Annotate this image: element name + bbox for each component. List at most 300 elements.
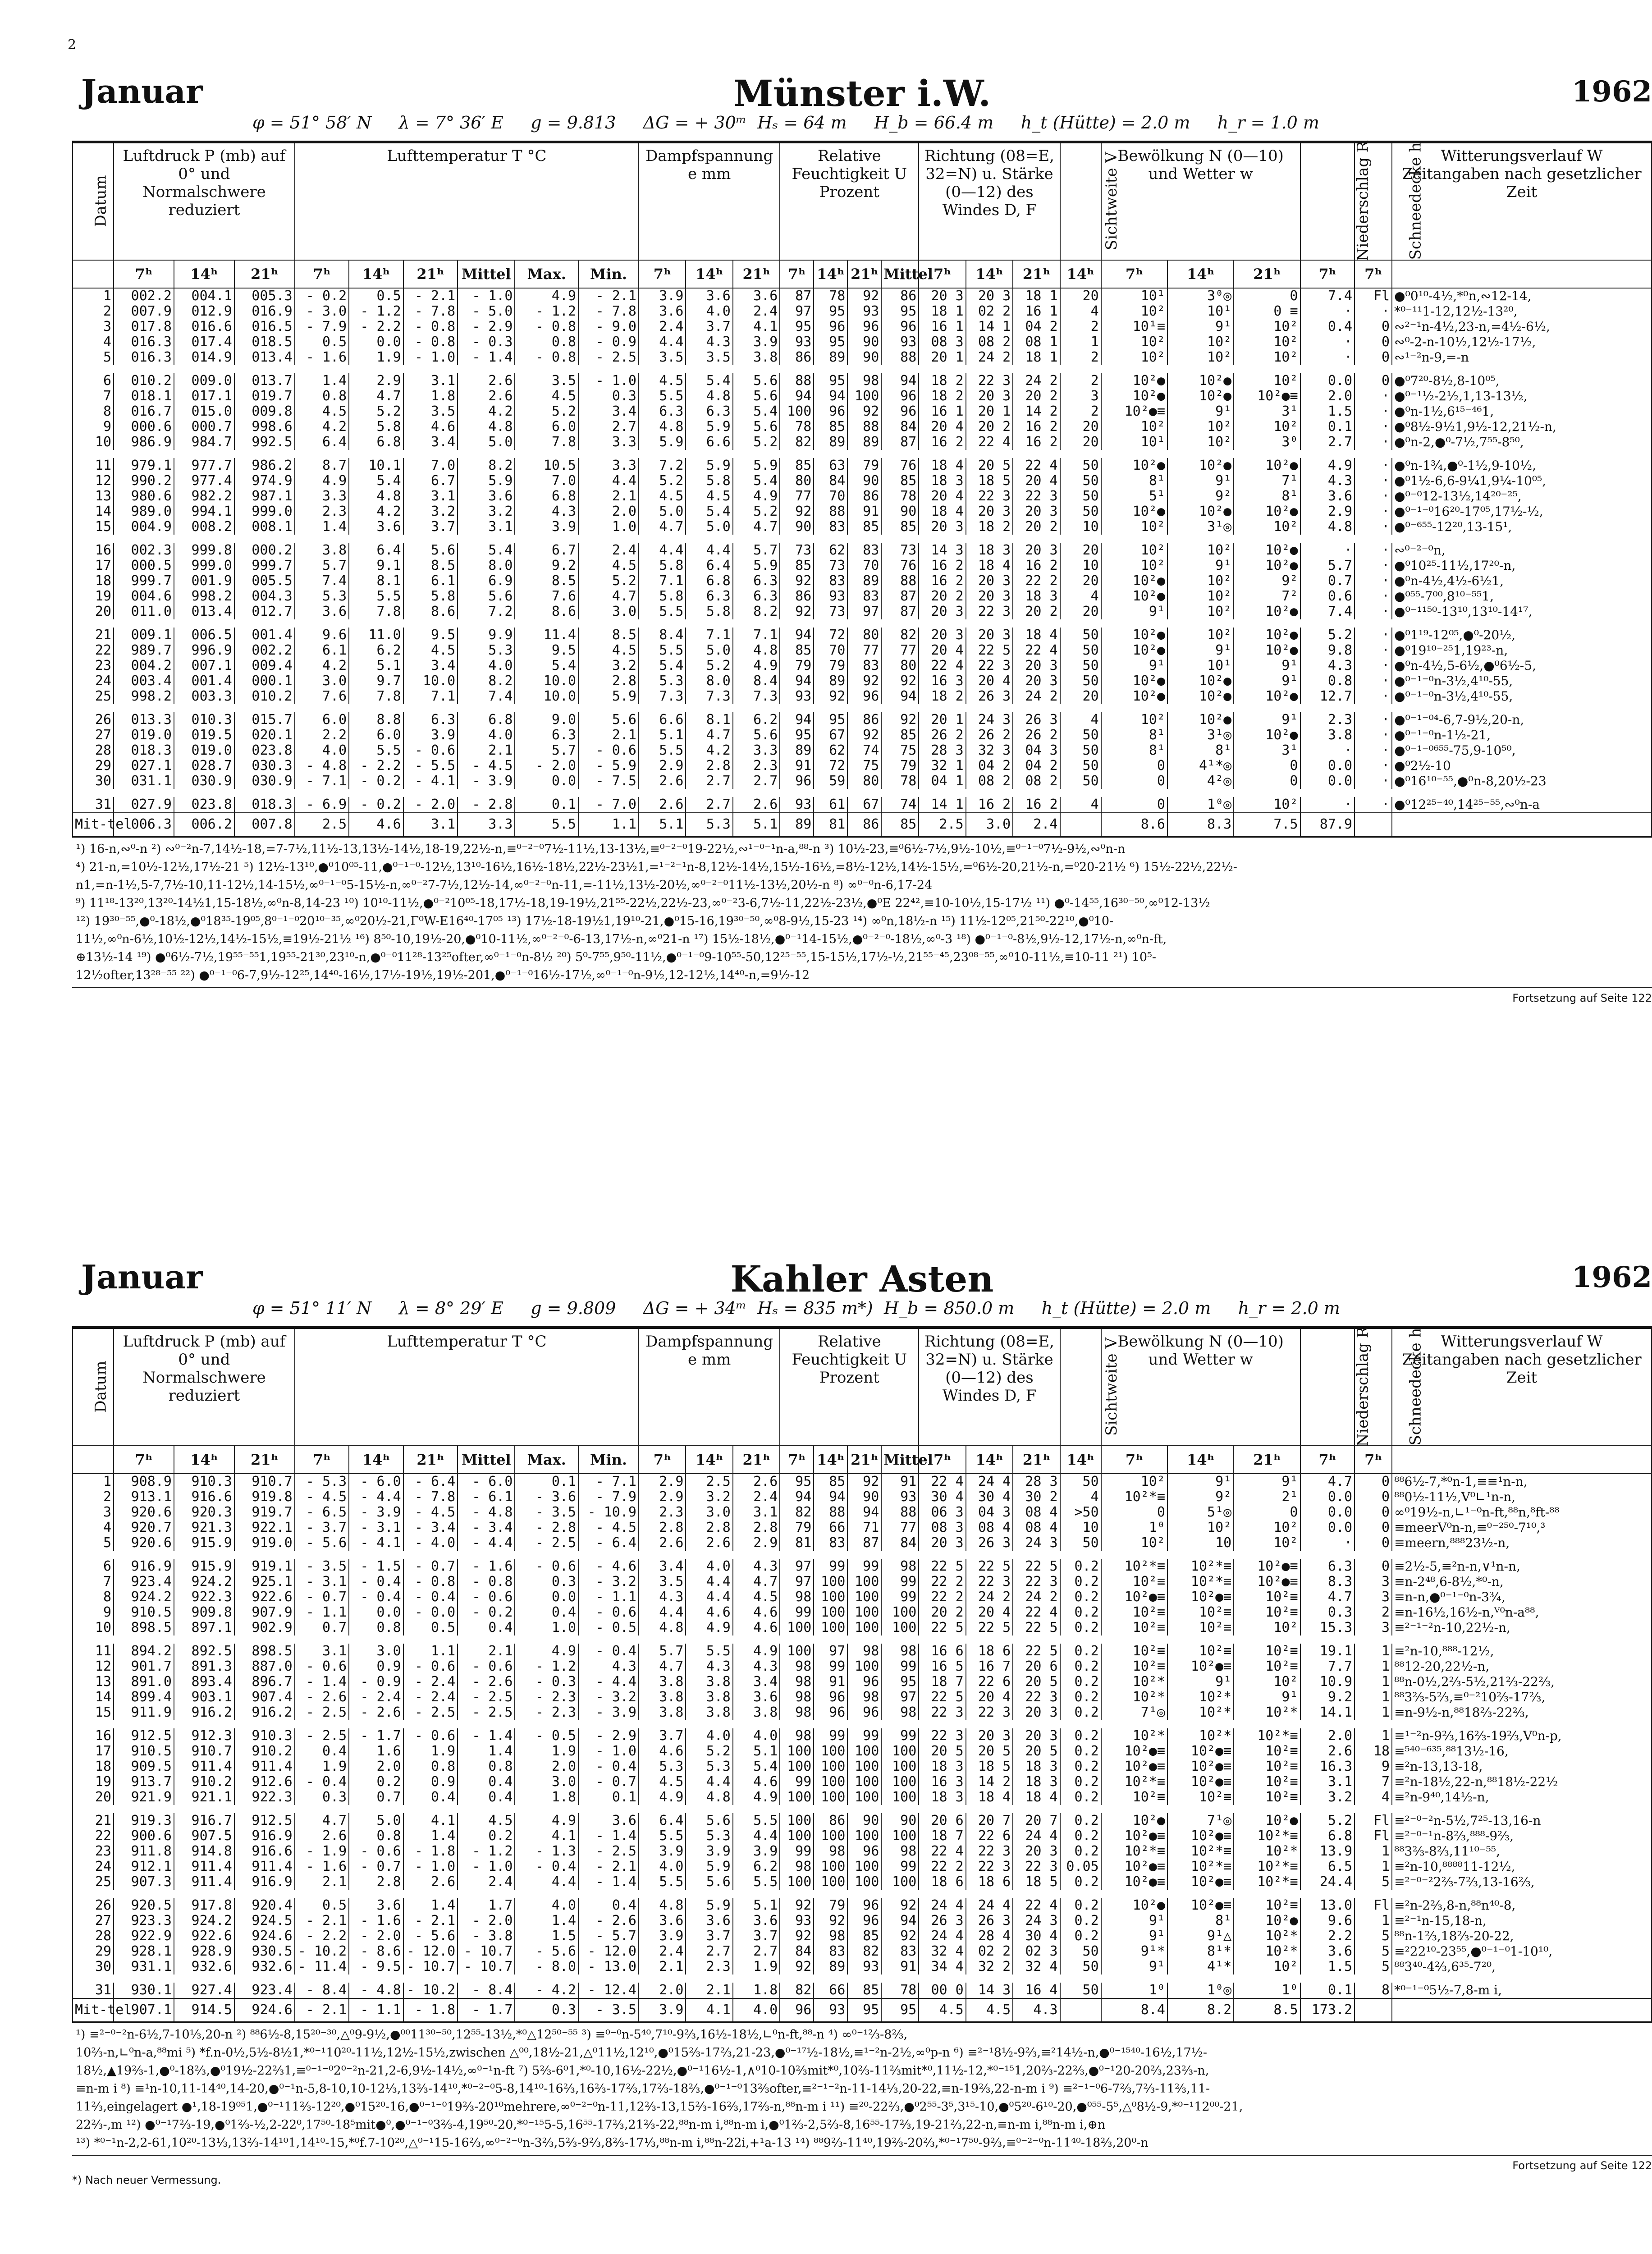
value-cell: 0.1: [1300, 1983, 1355, 1998]
value-cell: 50: [1060, 489, 1101, 504]
day-cell: 24: [73, 673, 114, 689]
value-cell: 95: [814, 304, 847, 319]
value-cell: 2.5: [686, 1474, 732, 1489]
value-cell: 8¹: [1101, 473, 1167, 489]
value-cell: 932.6: [234, 1959, 295, 1975]
value-cell: 977.4: [174, 473, 234, 489]
value-cell: 32 3: [966, 743, 1013, 758]
subheader-cell: 14ʰ: [349, 260, 403, 288]
value-cell: 3.3: [733, 743, 780, 758]
value-cell: 1: [1355, 1659, 1392, 1674]
value-cell: 22 4: [1013, 643, 1060, 658]
value-cell: 93: [881, 1489, 919, 1505]
weather-cell: *⁰⁻¹¹1-12,12½-13²⁰,: [1392, 304, 1652, 319]
value-cell: 0.2: [1060, 1828, 1101, 1844]
value-cell: 5.7: [639, 1644, 686, 1659]
value-cell: 10²: [1167, 334, 1234, 350]
header-wind: Richtung (08=E, 32=N) u. Stärke (0—12) des Windes D, F: [919, 1328, 1060, 1446]
value-cell: - 2.5: [295, 1728, 349, 1744]
value-cell: 92: [847, 673, 881, 689]
value-cell: 909.5: [114, 1759, 174, 1774]
value-cell: - 5.6: [295, 1535, 349, 1551]
value-cell: 6.3: [733, 589, 780, 604]
value-cell: 22 6: [966, 1828, 1013, 1844]
value-cell: 5.5: [686, 1644, 732, 1659]
value-cell: 100: [847, 389, 881, 404]
value-cell: 92: [814, 1913, 847, 1929]
day-cell: 17: [73, 1744, 114, 1759]
mean-cell: 8.4: [1101, 1998, 1167, 2022]
value-cell: 0.0: [515, 774, 578, 789]
value-cell: 920.5: [114, 1898, 174, 1913]
value-cell: - 2.3: [515, 1690, 578, 1705]
weather-cell: ●⁰0¹⁰-4½,*⁰n,∾12-14,: [1392, 288, 1652, 304]
value-cell: 92: [847, 288, 881, 304]
value-cell: 91: [881, 1959, 919, 1975]
value-cell: - 3.9: [578, 1705, 639, 1720]
weather-cell: ●⁰1½-6,6-9¼1,9¼-10⁰⁵,: [1392, 473, 1652, 489]
value-cell: 0.2: [1060, 1674, 1101, 1690]
mean-cell: 5.5: [515, 813, 578, 837]
value-cell: 994.1: [174, 504, 234, 519]
value-cell: 83: [814, 1944, 847, 1959]
value-cell: 4.0: [686, 1559, 732, 1574]
day-cell: 28: [73, 743, 114, 758]
value-cell: 1⁰: [1234, 1983, 1300, 1998]
weather-cell: ∾⁰⁻²⁻⁰n,: [1392, 543, 1652, 558]
value-cell: 0.7: [349, 1790, 403, 1805]
value-cell: 96: [814, 404, 847, 419]
value-cell: 10²*≡: [1167, 1844, 1234, 1859]
value-cell: 3.9: [639, 1844, 686, 1859]
value-cell: 5.5: [639, 604, 686, 619]
value-cell: 4.8: [349, 489, 403, 504]
value-cell: 4.3: [639, 1590, 686, 1605]
value-cell: 9.6: [1300, 1913, 1355, 1929]
value-cell: 916.2: [174, 1705, 234, 1720]
value-cell: - 4.8: [349, 1983, 403, 1998]
value-cell: 3¹◎: [1167, 519, 1234, 535]
value-cell: 10²: [1234, 1620, 1300, 1636]
value-cell: 3.6: [349, 519, 403, 535]
value-cell: - 0.4: [403, 1590, 458, 1605]
value-cell: 83: [814, 519, 847, 535]
value-cell: - 10.7: [458, 1944, 515, 1959]
value-cell: 0.1: [578, 1790, 639, 1805]
value-cell: 10²●≡: [1234, 1574, 1300, 1590]
value-cell: 4.2: [686, 743, 732, 758]
value-cell: 92: [780, 604, 814, 619]
header-niederschlag-text: Niederschlag R: [1353, 141, 1372, 261]
value-cell: 0.3: [515, 1574, 578, 1590]
value-cell: 20 1: [919, 350, 966, 365]
value-cell: 5.2: [686, 658, 732, 673]
value-cell: 10²≡: [1167, 1605, 1234, 1620]
value-cell: - 4.5: [578, 1520, 639, 1535]
day-cell: 21: [73, 628, 114, 643]
value-cell: 93: [847, 304, 881, 319]
value-cell: ·: [1355, 458, 1392, 473]
value-cell: 92: [847, 728, 881, 743]
value-cell: - 1.4: [458, 350, 515, 365]
table-row: [73, 1859, 1652, 1874]
value-cell: 10²: [1167, 628, 1234, 643]
value-cell: 5.2: [578, 573, 639, 589]
table-row: [73, 1898, 1652, 1913]
value-cell: 08 3: [919, 1520, 966, 1535]
value-cell: 3.1: [733, 1505, 780, 1520]
weather-cell: ●⁰n-4½,4½-6½1,: [1392, 573, 1652, 589]
value-cell: 4.5: [403, 643, 458, 658]
value-cell: 2.6: [639, 797, 686, 813]
value-cell: 96: [881, 319, 919, 334]
value-cell: 99: [847, 1728, 881, 1744]
value-cell: 2.1: [639, 1959, 686, 1975]
value-cell: 10²●≡: [1167, 1744, 1234, 1759]
value-cell: 10²*≡: [1101, 1774, 1167, 1790]
value-cell: 923.3: [114, 1913, 174, 1929]
day-cell: 10: [73, 435, 114, 450]
mean-cell: 4.3: [1013, 1998, 1060, 2022]
value-cell: 3.8: [1300, 728, 1355, 743]
row-gap: [73, 1890, 1652, 1898]
value-cell: - 1.2: [515, 1659, 578, 1674]
value-cell: 3.6: [733, 288, 780, 304]
subheader-cell: Mittel: [458, 1446, 515, 1474]
value-cell: 100: [847, 1605, 881, 1620]
value-cell: 20: [1060, 435, 1101, 450]
value-cell: 96: [847, 1898, 881, 1913]
value-cell: - 3.1: [349, 1520, 403, 1535]
value-cell: 22 5: [919, 1620, 966, 1636]
value-cell: 0.4: [515, 1605, 578, 1620]
value-cell: 3¹: [1234, 404, 1300, 419]
value-cell: 72: [814, 758, 847, 774]
value-cell: 7.3: [733, 689, 780, 704]
day-cell: 3: [73, 1505, 114, 1520]
value-cell: 4.2: [295, 658, 349, 673]
value-cell: 000.6: [114, 419, 174, 435]
value-cell: 95: [780, 728, 814, 743]
value-cell: 22 4: [966, 435, 1013, 450]
value-cell: 22 3: [919, 1705, 966, 1720]
value-cell: 10²●≡: [1101, 1759, 1167, 1774]
value-cell: 4.9: [733, 489, 780, 504]
value-cell: 3.8: [686, 1705, 732, 1720]
value-cell: 3.0: [515, 1774, 578, 1790]
value-cell: 10²*≡: [1101, 1844, 1167, 1859]
mean-cell: 96: [780, 1998, 814, 2022]
table-row: [73, 1474, 1652, 1489]
day-cell: 10: [73, 1620, 114, 1636]
value-cell: 999.0: [174, 558, 234, 573]
value-cell: 10²≡: [1234, 1759, 1300, 1774]
value-cell: 92: [881, 673, 919, 689]
value-cell: - 6.0: [349, 1474, 403, 1489]
subheader-cell: 7ʰ: [1355, 1446, 1392, 1474]
value-cell: 16 2: [1013, 797, 1060, 813]
value-cell: 18 4: [966, 1790, 1013, 1805]
station-name: Münster i.W.: [733, 72, 991, 115]
value-cell: 986.9: [114, 435, 174, 450]
value-cell: 50: [1060, 743, 1101, 758]
mean-cell: 907.1: [114, 1998, 174, 2022]
value-cell: 10²: [1167, 573, 1234, 589]
value-cell: 98: [780, 1859, 814, 1874]
day-cell: 12: [73, 1659, 114, 1674]
value-cell: 22 4: [1013, 1898, 1060, 1913]
table-row: [73, 1659, 1652, 1674]
value-cell: 007.9: [114, 304, 174, 319]
value-cell: 0.4: [1300, 319, 1355, 334]
value-cell: 11.0: [349, 628, 403, 643]
day-cell: 15: [73, 1705, 114, 1720]
station-name: Kahler Asten: [730, 1258, 994, 1300]
value-cell: 98: [881, 1559, 919, 1574]
value-cell: - 1.4: [578, 1828, 639, 1844]
value-cell: 22 5: [919, 1690, 966, 1705]
table-row: [73, 1590, 1652, 1605]
value-cell: 4.2: [458, 404, 515, 419]
value-cell: 8.1: [686, 712, 732, 728]
day-cell: 14: [73, 504, 114, 519]
value-cell: 2.6: [733, 797, 780, 813]
value-cell: 50: [1060, 758, 1101, 774]
value-cell: 10²●≡: [1167, 1590, 1234, 1605]
value-cell: 3.9: [515, 519, 578, 535]
value-cell: 907.9: [234, 1605, 295, 1620]
value-cell: 8.2: [733, 604, 780, 619]
value-cell: 79: [847, 458, 881, 473]
value-cell: - 0.8: [515, 319, 578, 334]
value-cell: 3.3: [578, 458, 639, 473]
day-cell: 31: [73, 1983, 114, 1998]
value-cell: 7.8: [349, 604, 403, 619]
subheader-cell: 7ʰ: [1101, 1446, 1167, 1474]
value-cell: 2.1: [578, 489, 639, 504]
value-cell: 3.3: [578, 435, 639, 450]
value-cell: 017.1: [174, 389, 234, 404]
value-cell: 5.8: [686, 604, 732, 619]
value-cell: 0.7: [295, 1620, 349, 1636]
value-cell: 28 4: [966, 1929, 1013, 1944]
value-cell: 7¹◎: [1101, 1705, 1167, 1720]
value-cell: 10²: [1101, 519, 1167, 535]
value-cell: - 12.0: [578, 1944, 639, 1959]
value-cell: 50: [1060, 1944, 1101, 1959]
value-cell: 9¹: [1234, 658, 1300, 673]
footnote-line: 10⅔-n,∟⁰n-a,⁸⁸mi ⁵) *f.n-0½,5½-8½1,*⁰⁻¹10²⁰-11½,12½-15½,zwischen △⁰⁰,18½-21,△⁰11½,12¹⁰,●⁰15⅔-17⅔,21-23,●⁰⁻¹⁷½-18½,≡¹⁻²n-2½,∞⁰p-n ⁶) ≡²⁻¹8½-9⅔,≡²14½-n,●⁰⁻¹⁵⁴⁰-16½,17½-: [76, 2046, 1207, 2060]
value-cell: - 0.4: [578, 1759, 639, 1774]
value-cell: 14 1: [919, 797, 966, 813]
weather-cell: ●⁰n-2,●⁰-7½,7⁵⁵-8⁵⁰,: [1392, 435, 1652, 450]
value-cell: - 1.4: [458, 1728, 515, 1744]
subheader-cell: 14ʰ: [814, 1446, 847, 1474]
value-cell: 10²*: [1101, 1728, 1167, 1744]
value-cell: ·: [1355, 712, 1392, 728]
value-cell: 18 3: [966, 543, 1013, 558]
value-cell: 4.4: [578, 473, 639, 489]
value-cell: 6.3: [686, 404, 732, 419]
value-cell: 8.5: [515, 573, 578, 589]
table-row: [73, 334, 1652, 350]
value-cell: 4.3: [1300, 473, 1355, 489]
value-cell: - 0.6: [458, 1590, 515, 1605]
subheader-cell: 14ʰ: [1167, 260, 1234, 288]
value-cell: 013.4: [174, 604, 234, 619]
value-cell: 924.2: [114, 1590, 174, 1605]
value-cell: 76: [881, 458, 919, 473]
weather-cell: ●⁰12²⁵⁻⁴⁰,14²⁵⁻⁵⁵,∾⁰n-a: [1392, 797, 1652, 813]
mean-cell: 86: [847, 813, 881, 837]
value-cell: 7.8: [349, 689, 403, 704]
subheader-cell: 14ʰ: [814, 260, 847, 288]
table-row: [73, 643, 1652, 658]
value-cell: - 1.0: [578, 373, 639, 389]
mean-cell: 2.4: [1013, 813, 1060, 837]
value-cell: 86: [847, 489, 881, 504]
value-cell: 18 7: [919, 1674, 966, 1690]
table-row: [73, 728, 1652, 743]
value-cell: 8.5: [403, 558, 458, 573]
value-cell: 2.8: [686, 758, 732, 774]
value-cell: 4.7: [639, 519, 686, 535]
value-cell: 04 3: [1013, 743, 1060, 758]
table-row: [73, 519, 1652, 535]
value-cell: 20 3: [966, 573, 1013, 589]
value-cell: 16 1: [919, 319, 966, 334]
day-cell: 5: [73, 1535, 114, 1551]
value-cell: 1: [1355, 1859, 1392, 1874]
subheader-cell: 21ʰ: [1013, 260, 1060, 288]
value-cell: 10²≡: [1101, 1574, 1167, 1590]
table-row: [73, 1774, 1652, 1790]
value-cell: 5¹◎: [1167, 1505, 1234, 1520]
value-cell: 100: [814, 1590, 847, 1605]
day-cell: 23: [73, 658, 114, 673]
value-cell: - 1.2: [458, 1844, 515, 1859]
value-cell: 5.7: [733, 543, 780, 558]
value-cell: 88: [780, 373, 814, 389]
value-cell: 11.4: [515, 628, 578, 643]
value-cell: 2.1: [458, 1644, 515, 1659]
value-cell: 3.6: [1300, 489, 1355, 504]
value-cell: - 10.2: [403, 1983, 458, 1998]
table-row: [73, 573, 1652, 589]
value-cell: 10²●≡: [1101, 404, 1167, 419]
value-cell: 8¹: [1167, 1913, 1234, 1929]
footnote-line: ¹) ≡²⁻⁰⁻²n-6½,7-10⅓,20-n ²) ⁸⁸6½-8,15²⁰⁻³⁰,△⁰9-9½,●⁰⁰11³⁰⁻⁵⁰,12⁵⁵-13½,*⁰△12⁵⁰⁻⁵⁵ ³) ≡⁰⁻⁰n-5⁴⁰,7¹⁰-9⅔,16½-18½,∟⁰n-ft,⁸⁸-n ⁴) ∞⁰⁻¹⅔-8⅔,: [76, 2028, 908, 2042]
value-cell: 003.3: [174, 689, 234, 704]
footnotes-block: [72, 2023, 1652, 2156]
value-cell: 30 2: [1013, 1489, 1060, 1505]
value-cell: - 3.5: [295, 1559, 349, 1574]
value-cell: - 0.6: [403, 1728, 458, 1744]
value-cell: 20 2: [966, 419, 1013, 435]
value-cell: 5¹: [1101, 489, 1167, 504]
value-cell: 22 2: [919, 1859, 966, 1874]
value-cell: 4.5: [578, 643, 639, 658]
value-cell: 6.1: [403, 573, 458, 589]
value-cell: 3.6: [1300, 1944, 1355, 1959]
value-cell: 005.3: [234, 288, 295, 304]
value-cell: 10.0: [515, 689, 578, 704]
value-cell: 5.8: [403, 589, 458, 604]
value-cell: 28 3: [919, 743, 966, 758]
value-cell: 100: [847, 1590, 881, 1605]
title-row: [72, 68, 1652, 113]
value-cell: - 8.4: [458, 1983, 515, 1998]
value-cell: 9.1: [349, 558, 403, 573]
value-cell: 6.3: [515, 728, 578, 743]
value-cell: 9.7: [349, 673, 403, 689]
value-cell: 92: [814, 689, 847, 704]
value-cell: 98: [847, 373, 881, 389]
value-cell: 10²: [1234, 319, 1300, 334]
value-cell: 5.2: [733, 435, 780, 450]
value-cell: 20 2: [1013, 604, 1060, 619]
weather-cell: ≡²⁻⁰⁻¹n-8⅔,⁸⁸⁸-9⅔,: [1392, 1828, 1652, 1844]
table-row: [73, 1690, 1652, 1705]
weather-cell: ≡²n-10,⁸⁸⁸⁸11-12½,: [1392, 1859, 1652, 1874]
value-cell: - 0.5: [515, 1728, 578, 1744]
value-cell: 1.9: [733, 1959, 780, 1975]
value-cell: 922.1: [234, 1520, 295, 1535]
value-cell: 91: [881, 1474, 919, 1489]
value-cell: 18 6: [966, 1874, 1013, 1890]
value-cell: 20 4: [919, 419, 966, 435]
value-cell: ·: [1355, 473, 1392, 489]
value-cell: 0: [1101, 774, 1167, 789]
value-cell: - 0.4: [295, 1774, 349, 1790]
value-cell: ·: [1355, 743, 1392, 758]
value-cell: 4.5: [458, 1813, 515, 1828]
footnote-line: n1,=n-1½,5-7,7½-10,11-12½,14-15½,∞⁰⁻¹⁻⁰5-15½-n,∞⁰⁻²7-7½,12½-14,∞⁰⁻²⁻⁰n-11,=-11½,13½-20½,∞⁰⁻²⁻⁰11½-13½,20½-n ⁸) ∞⁰⁻⁰n-6,17-24: [76, 878, 933, 892]
value-cell: 2.7: [686, 1944, 732, 1959]
value-cell: 910.3: [174, 1474, 234, 1489]
value-cell: 08 4: [1013, 1505, 1060, 1520]
day-cell: 4: [73, 334, 114, 350]
value-cell: 1.1: [403, 1644, 458, 1659]
mean-cell: 7.5: [1234, 813, 1300, 837]
table-row: [73, 1913, 1652, 1929]
value-cell: 7.4: [458, 689, 515, 704]
value-cell: 911.8: [114, 1844, 174, 1859]
value-cell: 8.6: [403, 604, 458, 619]
value-cell: 0.8: [515, 334, 578, 350]
value-cell: 96: [814, 319, 847, 334]
value-cell: - 2.6: [295, 1690, 349, 1705]
value-cell: 924.2: [174, 1574, 234, 1590]
value-cell: 1.8: [515, 1790, 578, 1805]
value-cell: ·: [1300, 334, 1355, 350]
value-cell: 2.9: [733, 1535, 780, 1551]
value-cell: 99: [780, 1605, 814, 1620]
value-cell: 0.4: [295, 1744, 349, 1759]
value-cell: 3.9: [639, 288, 686, 304]
value-cell: 88: [814, 504, 847, 519]
mean-cell: 006.3: [114, 813, 174, 837]
value-cell: 16 2: [919, 558, 966, 573]
value-cell: 5.0: [458, 435, 515, 450]
value-cell: 1.4: [515, 1913, 578, 1929]
value-cell: ·: [1300, 1535, 1355, 1551]
value-cell: 94: [881, 373, 919, 389]
value-cell: - 0.9: [349, 1674, 403, 1690]
value-cell: 90: [881, 504, 919, 519]
value-cell: 930.1: [114, 1983, 174, 1998]
value-cell: - 6.1: [458, 1489, 515, 1505]
